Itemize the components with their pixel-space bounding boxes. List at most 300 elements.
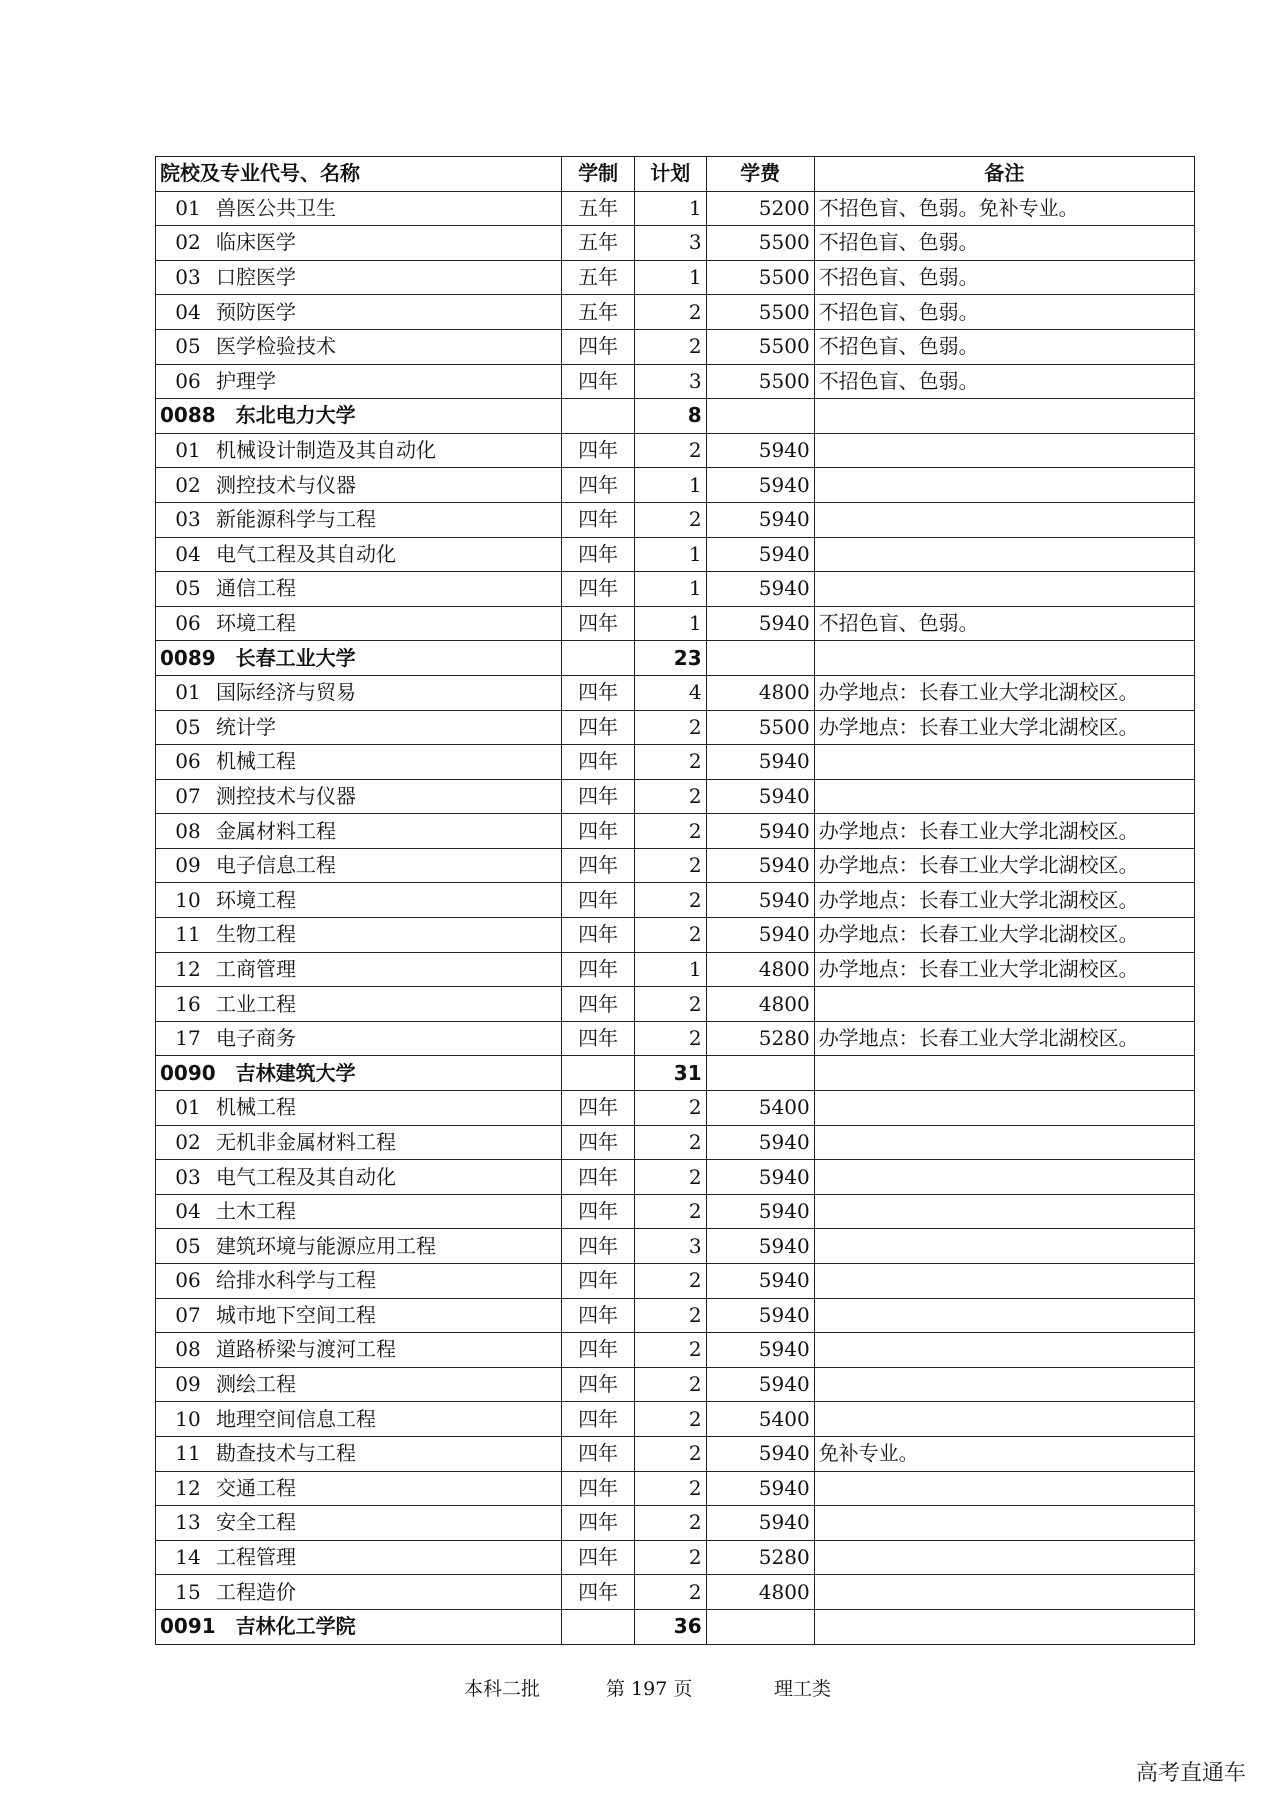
note-cell — [814, 1160, 1194, 1195]
major-name: 电气工程及其自动化 — [216, 541, 396, 566]
major-code: 06 — [175, 611, 201, 636]
name-cell — [156, 537, 562, 572]
header-fee: 学费 — [706, 157, 814, 192]
major-name: 工程造价 — [216, 1579, 296, 1604]
major-row — [156, 1160, 1195, 1195]
plan-cell: 23 — [634, 641, 706, 676]
fee-cell — [706, 641, 814, 676]
name-cell — [156, 918, 562, 953]
note-cell — [814, 1367, 1194, 1402]
name-cell — [156, 1575, 562, 1610]
note-cell — [814, 468, 1194, 503]
major-name: 金属材料工程 — [216, 818, 336, 843]
school-name: 吉林化工学院 — [235, 1614, 356, 1639]
major-name: 安全工程 — [216, 1510, 296, 1535]
fee-cell: 5940 — [706, 1229, 814, 1264]
major-row — [156, 502, 1195, 537]
name-cell — [156, 572, 562, 607]
fee-cell: 5940 — [706, 1194, 814, 1229]
fee-cell: 5940 — [706, 1298, 814, 1333]
duration-cell: 四年 — [562, 468, 635, 503]
fee-cell: 5940 — [706, 433, 814, 468]
fee-cell: 5940 — [706, 1125, 814, 1160]
major-row — [156, 295, 1195, 330]
plan-cell: 1 — [634, 606, 706, 641]
school-name: 吉林建筑大学 — [235, 1060, 356, 1085]
plan-cell: 2 — [634, 295, 706, 330]
note-cell: 免补专业。 — [814, 1436, 1194, 1471]
major-code: 10 — [175, 1406, 201, 1431]
note-cell — [814, 433, 1194, 468]
plan-cell: 2 — [634, 433, 706, 468]
fee-cell: 5940 — [706, 1471, 814, 1506]
fee-cell: 5940 — [706, 848, 814, 883]
major-code: 07 — [175, 783, 201, 808]
plan-cell: 1 — [634, 952, 706, 987]
note-cell — [814, 537, 1194, 572]
major-row — [156, 779, 1195, 814]
duration-cell: 四年 — [562, 814, 635, 849]
duration-cell: 四年 — [562, 1264, 635, 1299]
major-name: 道路桥梁与渡河工程 — [216, 1337, 396, 1362]
major-code: 09 — [175, 1372, 201, 1397]
major-name: 口腔医学 — [216, 265, 296, 290]
duration-cell: 五年 — [562, 260, 635, 295]
major-row — [156, 848, 1195, 883]
plan-cell: 2 — [634, 1540, 706, 1575]
note-cell: 不招色盲、色弱。 — [814, 364, 1194, 399]
fee-cell: 5500 — [706, 710, 814, 745]
major-name: 建筑环境与能源应用工程 — [216, 1233, 436, 1258]
plan-cell: 2 — [634, 918, 706, 953]
plan-cell: 2 — [634, 848, 706, 883]
note-cell — [814, 1471, 1194, 1506]
duration-cell: 四年 — [562, 1160, 635, 1195]
note-cell: 办学地点：长春工业大学北湖校区。 — [814, 918, 1194, 953]
major-row — [156, 710, 1195, 745]
name-cell — [156, 1506, 562, 1541]
note-cell — [814, 1194, 1194, 1229]
name-cell — [156, 1021, 562, 1056]
duration-cell: 四年 — [562, 1402, 635, 1437]
major-row — [156, 1298, 1195, 1333]
duration-cell: 四年 — [562, 1367, 635, 1402]
header-duration: 学制 — [562, 157, 635, 192]
name-cell — [156, 814, 562, 849]
major-name: 新能源科学与工程 — [216, 507, 376, 532]
name-cell — [156, 433, 562, 468]
major-code: 06 — [175, 749, 201, 774]
major-code: 05 — [175, 714, 201, 739]
major-name: 工商管理 — [216, 956, 296, 981]
major-name: 统计学 — [216, 714, 276, 739]
name-cell — [156, 295, 562, 330]
major-name: 工程管理 — [216, 1545, 296, 1570]
note-cell — [814, 1264, 1194, 1299]
footer-page-number: 第 197 页 — [606, 1678, 693, 1700]
plan-cell: 2 — [634, 1367, 706, 1402]
note-cell — [814, 1540, 1194, 1575]
note-cell: 办学地点：长春工业大学北湖校区。 — [814, 883, 1194, 918]
fee-cell: 5940 — [706, 572, 814, 607]
note-cell — [814, 1402, 1194, 1437]
duration-cell: 四年 — [562, 1125, 635, 1160]
major-row — [156, 1021, 1195, 1056]
major-code: 02 — [175, 230, 201, 255]
major-row — [156, 1540, 1195, 1575]
name-cell — [156, 1609, 562, 1644]
major-name: 测控技术与仪器 — [216, 472, 356, 497]
major-row — [156, 883, 1195, 918]
note-cell: 不招色盲、色弱。 — [814, 295, 1194, 330]
fee-cell — [706, 1056, 814, 1091]
major-code: 07 — [175, 1302, 201, 1327]
footer-batch: 本科二批 — [464, 1678, 541, 1700]
name-cell — [156, 191, 562, 226]
plan-cell: 2 — [634, 1506, 706, 1541]
name-cell — [156, 1229, 562, 1264]
duration-cell: 四年 — [562, 779, 635, 814]
note-cell — [814, 1333, 1194, 1368]
school-row — [156, 1609, 1195, 1644]
major-name: 无机非金属材料工程 — [216, 1129, 396, 1154]
major-code: 17 — [175, 1026, 201, 1051]
major-code: 14 — [175, 1545, 201, 1570]
plan-cell: 2 — [634, 1264, 706, 1299]
major-name: 护理学 — [216, 368, 276, 393]
school-row — [156, 1056, 1195, 1091]
duration-cell: 四年 — [562, 1229, 635, 1264]
fee-cell: 5940 — [706, 883, 814, 918]
fee-cell: 5400 — [706, 1091, 814, 1126]
name-cell — [156, 1471, 562, 1506]
fee-cell: 5280 — [706, 1021, 814, 1056]
note-cell — [814, 502, 1194, 537]
major-row — [156, 1194, 1195, 1229]
plan-cell: 2 — [634, 329, 706, 364]
plan-cell: 2 — [634, 1194, 706, 1229]
major-name: 机械设计制造及其自动化 — [216, 438, 436, 463]
note-cell: 不招色盲、色弱。 — [814, 606, 1194, 641]
name-cell — [156, 1264, 562, 1299]
major-code: 11 — [175, 922, 201, 947]
fee-cell: 5940 — [706, 1436, 814, 1471]
major-name: 生物工程 — [216, 922, 296, 947]
major-code: 04 — [175, 1199, 201, 1224]
plan-cell: 2 — [634, 1091, 706, 1126]
plan-cell: 2 — [634, 745, 706, 780]
plan-cell: 2 — [634, 987, 706, 1022]
fee-cell: 5280 — [706, 1540, 814, 1575]
major-row — [156, 1333, 1195, 1368]
fee-cell — [706, 399, 814, 434]
duration-cell: 四年 — [562, 1021, 635, 1056]
plan-cell: 2 — [634, 1333, 706, 1368]
major-code: 04 — [175, 541, 201, 566]
major-name: 城市地下空间工程 — [216, 1302, 376, 1327]
major-code: 08 — [175, 1337, 201, 1362]
name-cell — [156, 1056, 562, 1091]
name-cell — [156, 1298, 562, 1333]
name-cell — [156, 987, 562, 1022]
major-name: 机械工程 — [216, 749, 296, 774]
major-row — [156, 364, 1195, 399]
major-code: 02 — [175, 472, 201, 497]
fee-cell: 4800 — [706, 675, 814, 710]
table-body — [156, 191, 1195, 1644]
fee-cell: 5940 — [706, 468, 814, 503]
major-code: 12 — [175, 1475, 201, 1500]
major-code: 12 — [175, 956, 201, 981]
fee-cell: 5940 — [706, 1160, 814, 1195]
major-row — [156, 1367, 1195, 1402]
name-cell — [156, 399, 562, 434]
plan-cell: 1 — [634, 260, 706, 295]
major-code: 05 — [175, 334, 201, 359]
note-cell: 办学地点：长春工业大学北湖校区。 — [814, 848, 1194, 883]
plan-cell: 2 — [634, 1160, 706, 1195]
fee-cell: 5940 — [706, 745, 814, 780]
major-row — [156, 814, 1195, 849]
note-cell — [814, 1506, 1194, 1541]
note-cell: 不招色盲、色弱。免补专业。 — [814, 191, 1194, 226]
duration-cell: 四年 — [562, 1091, 635, 1126]
plan-cell: 36 — [634, 1609, 706, 1644]
major-name: 国际经济与贸易 — [216, 680, 356, 705]
name-cell — [156, 1125, 562, 1160]
name-cell — [156, 226, 562, 261]
note-cell: 不招色盲、色弱。 — [814, 226, 1194, 261]
major-name: 电气工程及其自动化 — [216, 1164, 396, 1189]
note-cell — [814, 745, 1194, 780]
note-cell — [814, 641, 1194, 676]
major-row — [156, 675, 1195, 710]
duration-cell: 四年 — [562, 848, 635, 883]
duration-cell: 四年 — [562, 1506, 635, 1541]
school-code: 0088 — [160, 403, 216, 428]
plan-cell: 2 — [634, 779, 706, 814]
plan-cell: 2 — [634, 1575, 706, 1610]
duration-cell — [562, 1609, 635, 1644]
note-cell — [814, 1609, 1194, 1644]
major-code: 11 — [175, 1441, 201, 1466]
duration-cell: 四年 — [562, 537, 635, 572]
duration-cell: 五年 — [562, 226, 635, 261]
plan-cell: 3 — [634, 226, 706, 261]
duration-cell: 四年 — [562, 987, 635, 1022]
name-cell — [156, 675, 562, 710]
name-cell — [156, 710, 562, 745]
plan-cell: 2 — [634, 710, 706, 745]
name-cell — [156, 883, 562, 918]
fee-cell: 4800 — [706, 952, 814, 987]
major-name: 测控技术与仪器 — [216, 783, 356, 808]
note-cell — [814, 572, 1194, 607]
duration-cell: 五年 — [562, 191, 635, 226]
major-name: 勘查技术与工程 — [216, 1441, 356, 1466]
note-cell: 不招色盲、色弱。 — [814, 329, 1194, 364]
plan-cell: 2 — [634, 502, 706, 537]
major-row — [156, 572, 1195, 607]
school-code: 0090 — [160, 1060, 216, 1085]
school-code: 0091 — [160, 1614, 216, 1639]
fee-cell: 5500 — [706, 226, 814, 261]
note-cell — [814, 1091, 1194, 1126]
duration-cell: 四年 — [562, 918, 635, 953]
duration-cell: 四年 — [562, 433, 635, 468]
fee-cell: 5940 — [706, 1367, 814, 1402]
major-row — [156, 1264, 1195, 1299]
major-code: 13 — [175, 1510, 201, 1535]
plan-cell: 31 — [634, 1056, 706, 1091]
major-name: 临床医学 — [216, 230, 296, 255]
major-name: 测绘工程 — [216, 1372, 296, 1397]
plan-cell: 1 — [634, 468, 706, 503]
fee-cell: 5940 — [706, 502, 814, 537]
plan-cell: 8 — [634, 399, 706, 434]
major-code: 01 — [175, 195, 201, 220]
fee-cell: 5940 — [706, 606, 814, 641]
major-name: 交通工程 — [216, 1475, 296, 1500]
name-cell — [156, 329, 562, 364]
major-code: 06 — [175, 368, 201, 393]
note-cell: 办学地点：长春工业大学北湖校区。 — [814, 710, 1194, 745]
duration-cell: 四年 — [562, 1540, 635, 1575]
name-cell — [156, 1333, 562, 1368]
major-name: 电子信息工程 — [216, 853, 336, 878]
duration-cell: 四年 — [562, 710, 635, 745]
major-row — [156, 468, 1195, 503]
plan-cell: 1 — [634, 191, 706, 226]
duration-cell: 四年 — [562, 745, 635, 780]
fee-cell: 5940 — [706, 779, 814, 814]
school-code: 0089 — [160, 645, 216, 670]
duration-cell: 四年 — [562, 329, 635, 364]
duration-cell — [562, 399, 635, 434]
name-cell — [156, 502, 562, 537]
major-code: 16 — [175, 991, 201, 1016]
note-cell — [814, 1125, 1194, 1160]
duration-cell: 四年 — [562, 952, 635, 987]
fee-cell: 4800 — [706, 987, 814, 1022]
school-row — [156, 399, 1195, 434]
fee-cell — [706, 1609, 814, 1644]
plan-cell: 1 — [634, 537, 706, 572]
major-name: 土木工程 — [216, 1199, 296, 1224]
duration-cell: 四年 — [562, 364, 635, 399]
name-cell — [156, 1194, 562, 1229]
note-cell: 不招色盲、色弱。 — [814, 260, 1194, 295]
major-code: 09 — [175, 853, 201, 878]
school-name: 东北电力大学 — [235, 403, 356, 428]
major-name: 环境工程 — [216, 611, 296, 636]
school-name: 长春工业大学 — [235, 645, 356, 670]
fee-cell: 5500 — [706, 295, 814, 330]
major-row — [156, 952, 1195, 987]
major-code: 05 — [175, 1233, 201, 1258]
name-cell — [156, 848, 562, 883]
duration-cell: 四年 — [562, 572, 635, 607]
name-cell — [156, 1091, 562, 1126]
major-name: 通信工程 — [216, 576, 296, 601]
note-cell: 办学地点：长春工业大学北湖校区。 — [814, 952, 1194, 987]
note-cell — [814, 1056, 1194, 1091]
header-note: 备注 — [814, 157, 1194, 192]
fee-cell: 5940 — [706, 1333, 814, 1368]
duration-cell: 四年 — [562, 1194, 635, 1229]
major-name: 预防医学 — [216, 299, 296, 324]
major-name: 机械工程 — [216, 1095, 296, 1120]
major-name: 医学检验技术 — [216, 334, 336, 359]
plan-cell: 1 — [634, 572, 706, 607]
name-cell — [156, 1402, 562, 1437]
major-code: 15 — [175, 1579, 201, 1604]
plan-cell: 3 — [634, 364, 706, 399]
major-row — [156, 537, 1195, 572]
plan-cell: 2 — [634, 1402, 706, 1437]
major-row — [156, 1091, 1195, 1126]
name-cell — [156, 260, 562, 295]
duration-cell: 四年 — [562, 1333, 635, 1368]
major-row — [156, 1471, 1195, 1506]
plan-cell: 2 — [634, 814, 706, 849]
plan-cell: 2 — [634, 1298, 706, 1333]
name-cell — [156, 1540, 562, 1575]
major-row — [156, 226, 1195, 261]
footer-category: 理工类 — [774, 1678, 832, 1700]
name-cell — [156, 1436, 562, 1471]
major-code: 02 — [175, 1129, 201, 1154]
major-row — [156, 918, 1195, 953]
note-cell — [814, 1298, 1194, 1333]
major-row — [156, 1402, 1195, 1437]
fee-cell: 5940 — [706, 1264, 814, 1299]
duration-cell: 四年 — [562, 883, 635, 918]
major-row — [156, 1229, 1195, 1264]
watermark-text: 高考直通车 — [1135, 1761, 1246, 1786]
name-cell — [156, 952, 562, 987]
plan-cell: 2 — [634, 883, 706, 918]
header-name: 院校及专业代号、名称 — [156, 157, 562, 192]
fee-cell: 5200 — [706, 191, 814, 226]
plan-cell: 3 — [634, 1229, 706, 1264]
plan-cell: 2 — [634, 1125, 706, 1160]
name-cell — [156, 364, 562, 399]
duration-cell: 四年 — [562, 1436, 635, 1471]
name-cell — [156, 468, 562, 503]
name-cell — [156, 641, 562, 676]
note-cell — [814, 1575, 1194, 1610]
header-plan: 计划 — [634, 157, 706, 192]
plan-cell: 4 — [634, 675, 706, 710]
major-name: 兽医公共卫生 — [216, 195, 336, 220]
major-row — [156, 1436, 1195, 1471]
major-row — [156, 606, 1195, 641]
major-row — [156, 1506, 1195, 1541]
fee-cell: 5400 — [706, 1402, 814, 1437]
major-row — [156, 1125, 1195, 1160]
major-code: 08 — [175, 818, 201, 843]
major-code: 06 — [175, 1268, 201, 1293]
note-cell — [814, 1229, 1194, 1264]
major-row — [156, 433, 1195, 468]
major-code: 04 — [175, 299, 201, 324]
duration-cell: 四年 — [562, 1575, 635, 1610]
major-row — [156, 1575, 1195, 1610]
major-code: 05 — [175, 576, 201, 601]
major-code: 03 — [175, 507, 201, 532]
major-code: 01 — [175, 1095, 201, 1120]
